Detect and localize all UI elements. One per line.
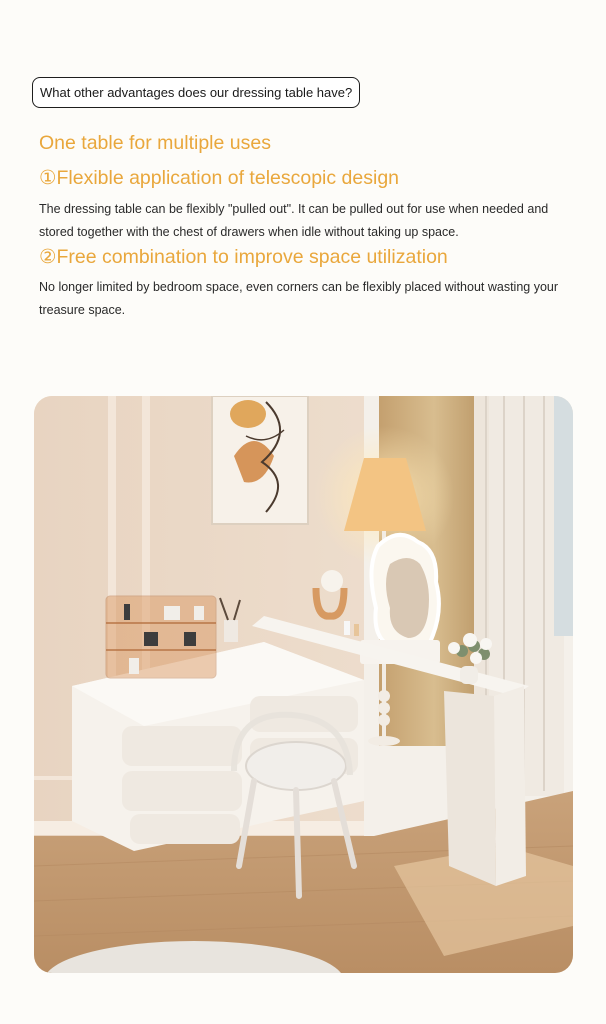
dressing-table-photo: [34, 396, 573, 973]
feature2-text: No longer limited by bedroom space, even corners can be flexibly placed without wasting your treasure space.: [39, 280, 559, 317]
feature1-heading: ①Flexible application of telescopic design: [39, 167, 400, 189]
main-heading: One table for multiple uses: [39, 132, 271, 154]
feature2-heading: ②Free combination to improve space utilization: [39, 246, 448, 268]
feature1-text: The dressing table can be flexibly "pulled out". It can be pulled out for use when needed and stored together with the chest of drawers when idle without taking up space.: [39, 202, 549, 239]
question-pill: What other advantages does our dressing table have?: [32, 77, 360, 108]
